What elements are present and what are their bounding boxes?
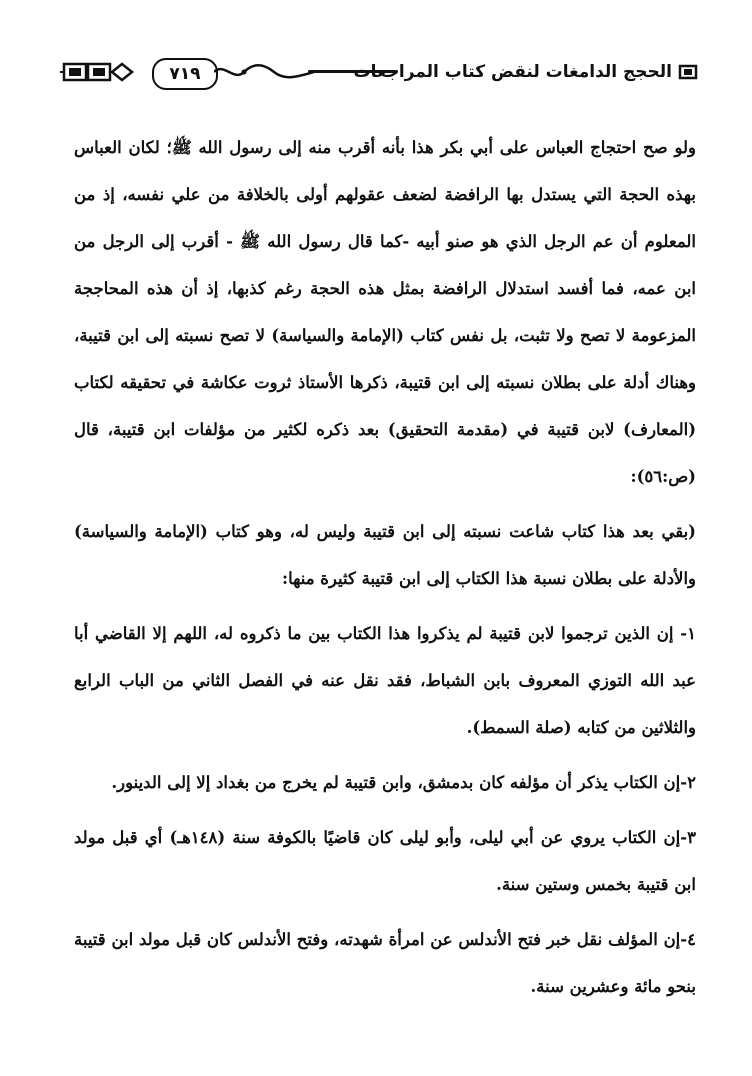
body-text — [74, 124, 696, 1010]
book-title: الحجج الدامغات لنقض كتاب المراجعات — [353, 62, 672, 82]
title-ornament-icon — [678, 64, 698, 80]
running-header — [58, 52, 698, 92]
header-flourish-icon — [214, 60, 314, 84]
ornament-left-icon — [58, 52, 136, 92]
paragraph-quote: (بقي بعد هذا كتاب شاعت نسبته إلى ابن قتيبة وليس له، وهو كتاب (الإمامة والسياسة) والأدلة على بطلان نسبة هذا الكتاب إلى ابن قتيبة كثيرة منها: — [74, 522, 696, 588]
paragraph-intro: ولو صح احتجاج العباس على أبي بكر هذا بأنه أقرب منه إلى رسول الله ﷺ؛ لكان العباس بهذه الحجة التي يستدل بها الرافضة لضعف عقولهم أولى بالخلافة من علي نفسه، إذ من المعلوم أن عم الرجل الذي هو صنو أبيه -كما قال رسول الله ﷺ - أقرب إلى الرجل من ابن عمه، فما أفسد استدلال الرافضة بمثل هذه الحجة رغم كذبها، إذ أن هذه المحاججة المزعومة لا تصح ولا تثبت، بل نفس كتاب (الإمامة والسياسة) لا تصح نسبته إلى ابن قتيبة، وهناك أدلة على بطلان نسبته إلى ابن قتيبة، ذكرها الأستاذ ثروت عكاشة في تحقيقه لكتاب (المعارف) لابن قتيبة في (مقدمة التحقيق) بعد ذكره لكثير من مؤلفات ابن قتيبة، قال (ص:٥٦): — [74, 138, 696, 486]
paragraph-point-1: ١- إن الذين ترجموا لابن قتيبة لم يذكروا هذا الكتاب بين ما ذكروه له، اللهم إلا القاضي أبا عبد الله التوزي المعروف بابن الشباط، فقد نقل عنه في الفصل الثاني من الباب الرابع والثلاثين من كتابه (صلة السمط). — [74, 624, 696, 737]
paragraph-point-2: ٢-إن الكتاب يذكر أن مؤلفه كان بدمشق، وابن قتيبة لم يخرج من بغداد إلا إلى الدينور. — [111, 773, 696, 792]
paragraph-point-4: ٤-إن المؤلف نقل خبر فتح الأندلس عن امرأة شهدته، وفتح الأندلس كان قبل مولد ابن قتيبة بنحو مائة وعشرين سنة. — [74, 930, 696, 996]
paragraph-point-3: ٣-إن الكتاب يروي عن أبي ليلى، وأبو ليلى كان قاضيًا بالكوفة سنة (١٤٨هـ) أي قبل مولد ابن قتيبة بخمس وستين سنة. — [74, 828, 696, 894]
page-number: ٧١٩ — [152, 58, 218, 90]
